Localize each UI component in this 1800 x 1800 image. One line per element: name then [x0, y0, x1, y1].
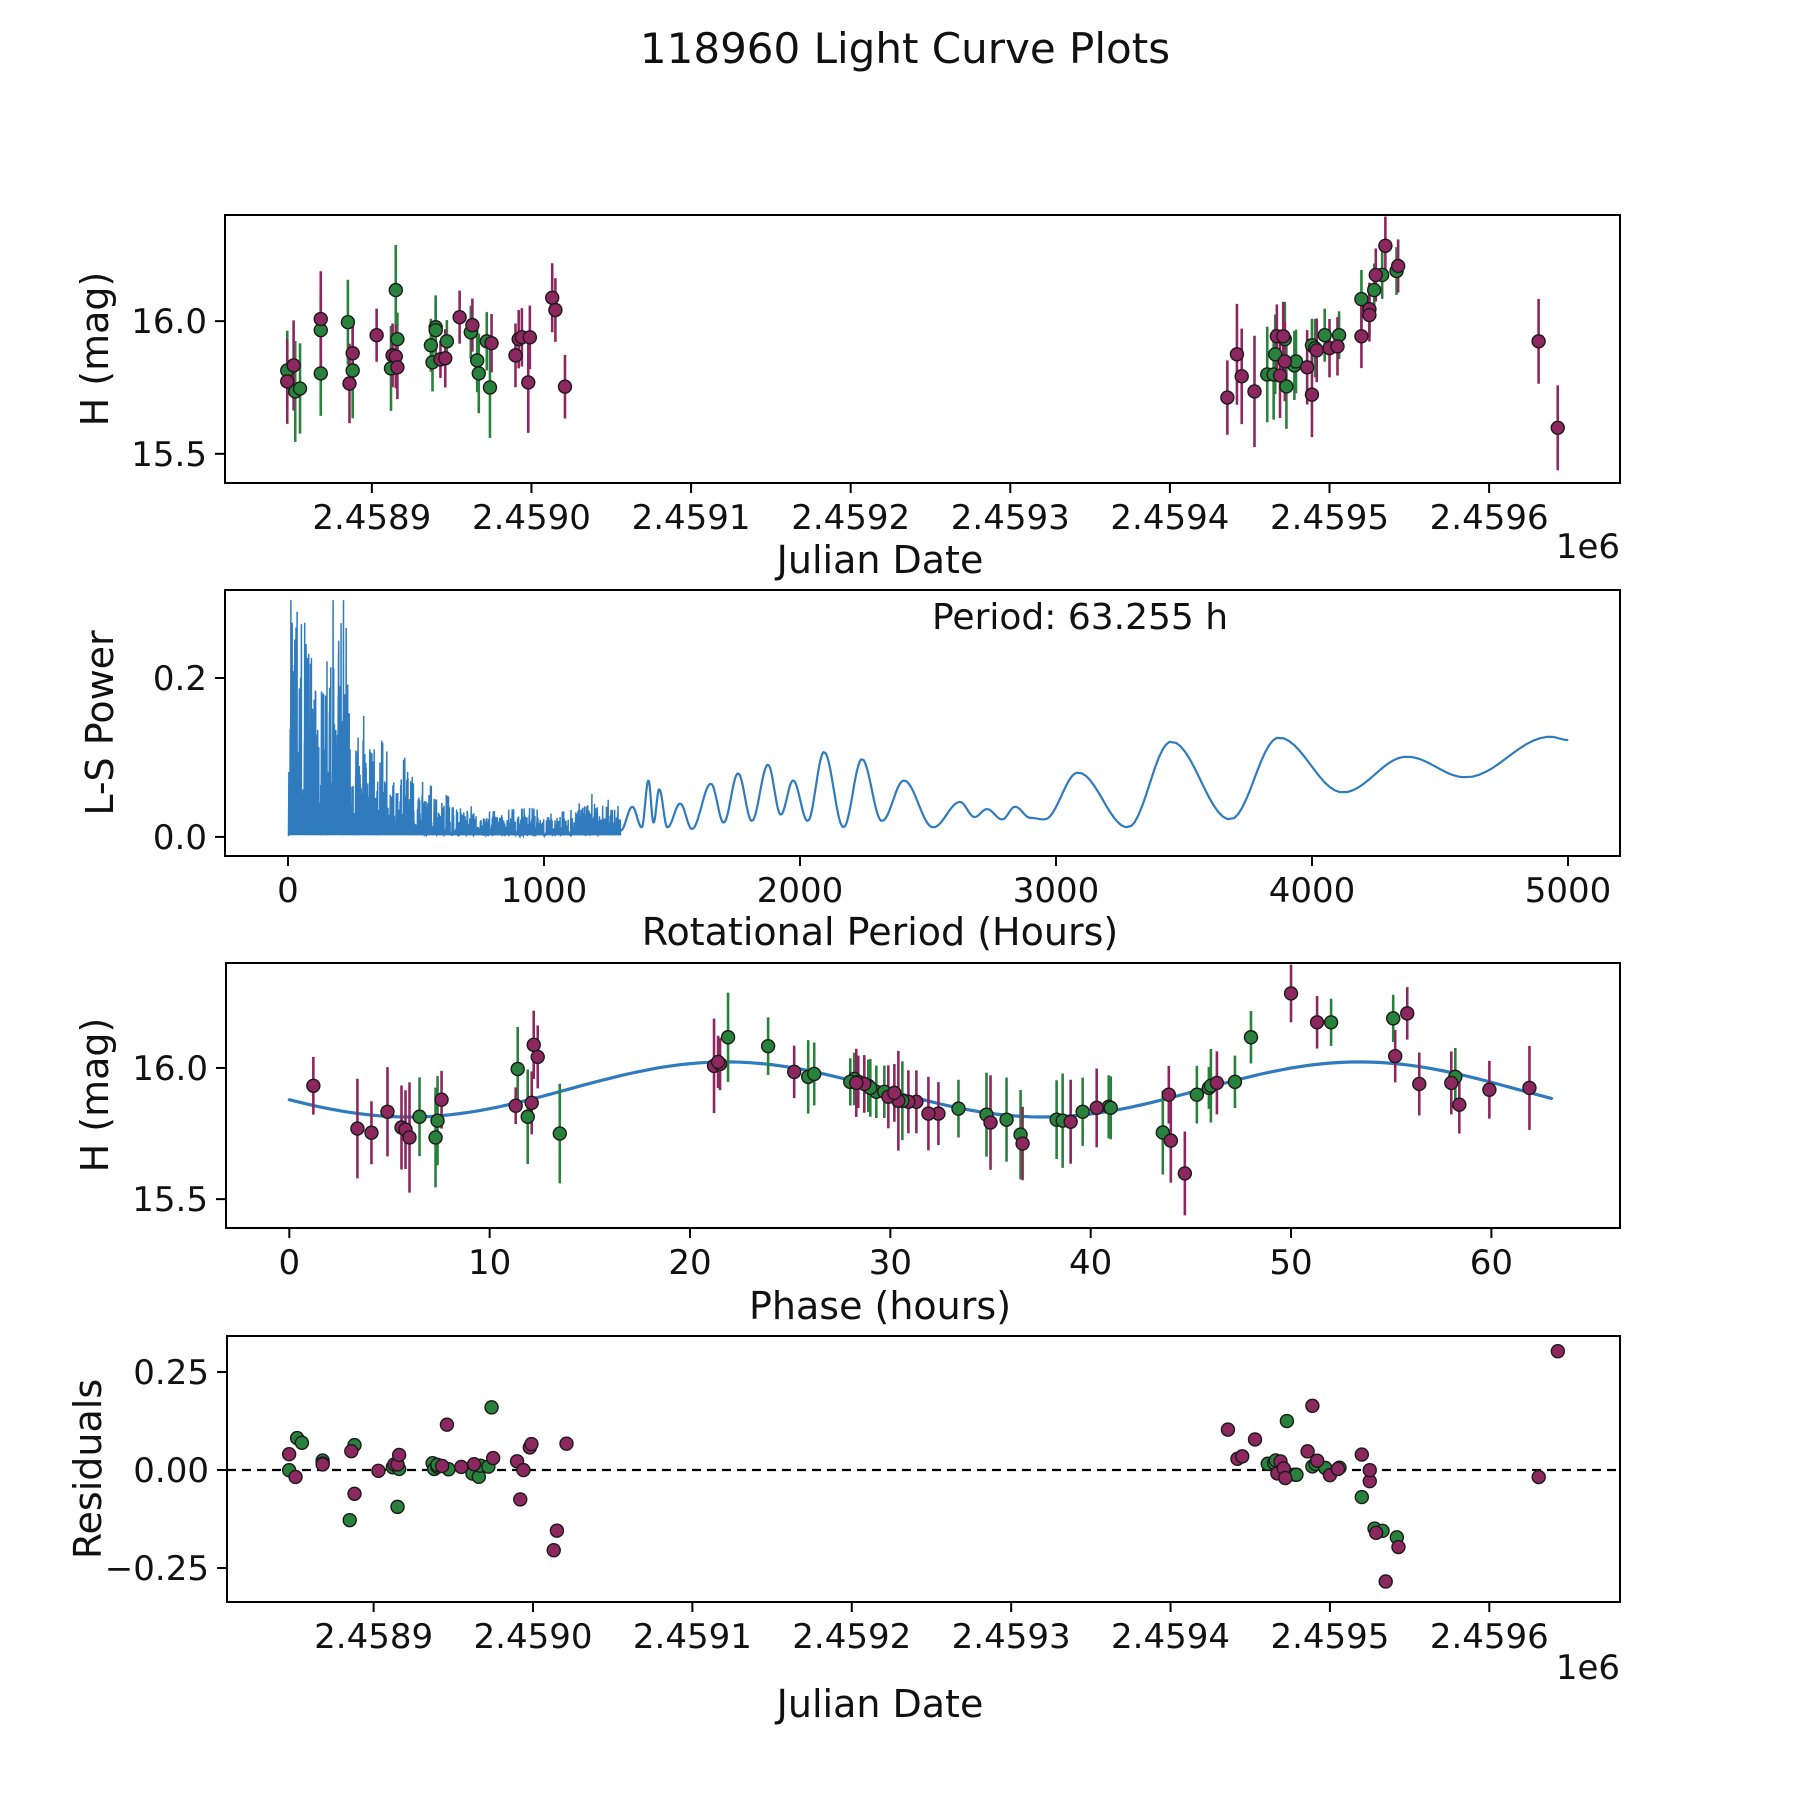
x-tick-label: 2.4596	[1429, 498, 1549, 538]
phase-fit-curve	[289, 1062, 1551, 1117]
y-tick-label: 0.25	[133, 1353, 209, 1394]
x-tick-label: 2.4596	[1429, 1617, 1549, 1657]
x-tick-label: 2.4594	[1110, 498, 1230, 538]
y-tick-label: −0.25	[104, 1549, 209, 1590]
x-tick-label: 2.4594	[1111, 1617, 1231, 1657]
xlabel-residuals: Julian Date	[776, 1682, 984, 1726]
x-tick-label: 50	[1269, 1243, 1313, 1283]
y-tick-label: 16.0	[131, 302, 207, 343]
x-tick-label: 2.4592	[791, 498, 911, 538]
period-annotation: Period: 63.255 h	[932, 597, 1229, 638]
ylabel-phase-curve: H (mag)	[73, 1017, 117, 1173]
x-tick-label: 3000	[1012, 871, 1100, 911]
x-tick-label: 0	[278, 1243, 301, 1283]
periodogram-trace	[289, 600, 1568, 836]
x-tick-label: 2.4592	[792, 1617, 912, 1657]
x-tick-label: 2.4589	[312, 498, 432, 538]
y-tick-label: 0.0	[152, 817, 207, 858]
figure-title: 118960 Light Curve Plots	[639, 24, 1171, 73]
x-tick-label: 1000	[500, 871, 588, 911]
x-tick-label: 60	[1469, 1243, 1514, 1283]
y-tick-label: 15.5	[131, 434, 207, 475]
axis-offset-1e6-top: 1e6	[1555, 527, 1620, 567]
x-tick-label: 2.4591	[631, 498, 751, 538]
x-tick-label: 2.4593	[950, 498, 1070, 538]
x-tick-label: 10	[468, 1243, 512, 1283]
y-tick-label: 15.5	[132, 1180, 208, 1221]
x-tick-label: 2.4590	[473, 1617, 593, 1657]
x-tick-label: 2.4591	[632, 1617, 752, 1657]
axes-periodogram	[153, 590, 1620, 911]
x-tick-label: 0	[277, 871, 299, 911]
ylabel-light-curve: H (mag)	[73, 271, 117, 427]
y-tick-label: 16.0	[132, 1048, 208, 1089]
x-tick-label: 40	[1069, 1243, 1113, 1283]
x-tick-label: 2.4593	[951, 1617, 1071, 1657]
x-tick-label: 2.4595	[1270, 498, 1389, 538]
axis-offset-1e6-bottom: 1e6	[1555, 1648, 1620, 1688]
x-tick-label: 2.4589	[314, 1617, 434, 1657]
y-tick-label: 0.2	[152, 658, 207, 699]
x-tick-label: 2000	[756, 871, 844, 911]
x-tick-label: 2.4590	[471, 498, 591, 538]
xlabel-phase-curve: Phase (hours)	[748, 1284, 1012, 1328]
xlabel-periodogram: Rotational Period (Hours)	[641, 910, 1119, 954]
x-tick-label: 20	[668, 1243, 712, 1283]
y-tick-label: 0.00	[133, 1451, 209, 1492]
x-tick-label: 5000	[1524, 871, 1612, 911]
xlabel-light-curve: Julian Date	[776, 538, 984, 582]
x-tick-label: 2.4595	[1270, 1617, 1390, 1657]
x-tick-label: 30	[868, 1243, 912, 1283]
x-tick-label: 4000	[1268, 871, 1356, 911]
ylabel-residuals: Residuals	[66, 1378, 110, 1560]
axes-residuals	[105, 1336, 1620, 1657]
ylabel-periodogram: L-S Power	[78, 630, 122, 816]
